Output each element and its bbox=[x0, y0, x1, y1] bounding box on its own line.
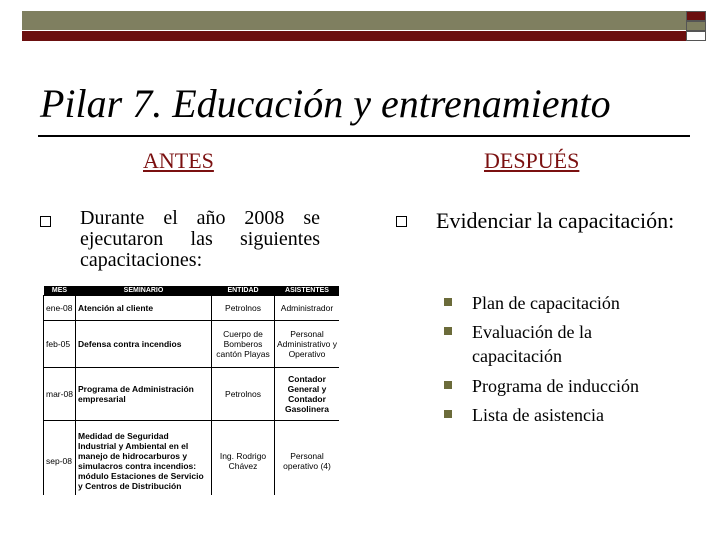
column-header: MES bbox=[44, 286, 76, 296]
table-cell: ene-08 bbox=[44, 296, 76, 321]
table-cell: mar-08 bbox=[44, 368, 76, 421]
square-bullet-icon bbox=[396, 216, 407, 227]
table-cell: Ing. Rodrigo Chávez bbox=[212, 421, 275, 496]
filled-square-bullet-icon bbox=[444, 410, 452, 418]
table-cell: Personal operativo (4) bbox=[275, 421, 340, 496]
title-underline bbox=[38, 135, 690, 137]
despues-item: Programa de inducción bbox=[472, 376, 639, 396]
table-header-row bbox=[44, 286, 340, 296]
filled-square-bullet-icon bbox=[444, 381, 452, 389]
training-table bbox=[43, 286, 339, 495]
column-header: SEMINARIO bbox=[76, 286, 212, 296]
despues-heading: DESPUÉS bbox=[484, 148, 580, 173]
table-cell: Programa de Administración empresarial bbox=[76, 368, 212, 421]
table-cell: Petrolnos bbox=[212, 296, 275, 321]
table-row bbox=[44, 368, 340, 421]
table-cell: Contador General y Contador Gasolinera bbox=[275, 368, 340, 421]
table-cell: Cuerpo de Bomberos cantón Playas bbox=[212, 321, 275, 368]
despues-item: Evaluación de la capacitación bbox=[472, 322, 592, 366]
antes-heading: ANTES bbox=[143, 148, 214, 173]
antes-text: Durante el año 2008 se ejecutaron las siguientes capacitaciones: bbox=[80, 207, 320, 271]
decor-square-3 bbox=[686, 31, 706, 41]
square-bullet-icon bbox=[40, 216, 51, 227]
table-cell: Petrolnos bbox=[212, 368, 275, 421]
table-cell: Medidad de Seguridad Industrial y Ambiental en el manejo de hidrocarburos y simulacros contra incendios: módulo Estaciones de Servicio y Centros de Distribución bbox=[76, 421, 212, 496]
table-row bbox=[44, 321, 340, 368]
despues-item: Lista de asistencia bbox=[472, 405, 604, 425]
slide-title: Pilar 7. Educación y entrenamiento bbox=[40, 81, 611, 126]
despues-text: Evidenciar la capacitación: bbox=[436, 208, 675, 233]
filled-square-bullet-icon bbox=[444, 327, 452, 335]
table-cell: Atención al cliente bbox=[76, 296, 212, 321]
filled-square-bullet-icon bbox=[444, 298, 452, 306]
despues-item: Plan de capacitación bbox=[472, 293, 620, 313]
olive-band bbox=[22, 11, 686, 30]
table-row bbox=[44, 296, 340, 321]
column-header: ASISTENTES bbox=[275, 286, 340, 296]
table-row bbox=[44, 421, 340, 496]
table-cell: sep-08 bbox=[44, 421, 76, 496]
column-header: ENTIDAD bbox=[212, 286, 275, 296]
decor-square-1 bbox=[686, 11, 706, 21]
table-cell: Defensa contra incendios bbox=[76, 321, 212, 368]
maroon-band bbox=[22, 31, 686, 41]
table-cell: Personal Administrativo y Operativo bbox=[275, 321, 340, 368]
table-cell: feb-05 bbox=[44, 321, 76, 368]
top-decoration-bar bbox=[22, 11, 708, 41]
table-cell: Administrador bbox=[275, 296, 340, 321]
decor-square-2 bbox=[686, 21, 706, 31]
